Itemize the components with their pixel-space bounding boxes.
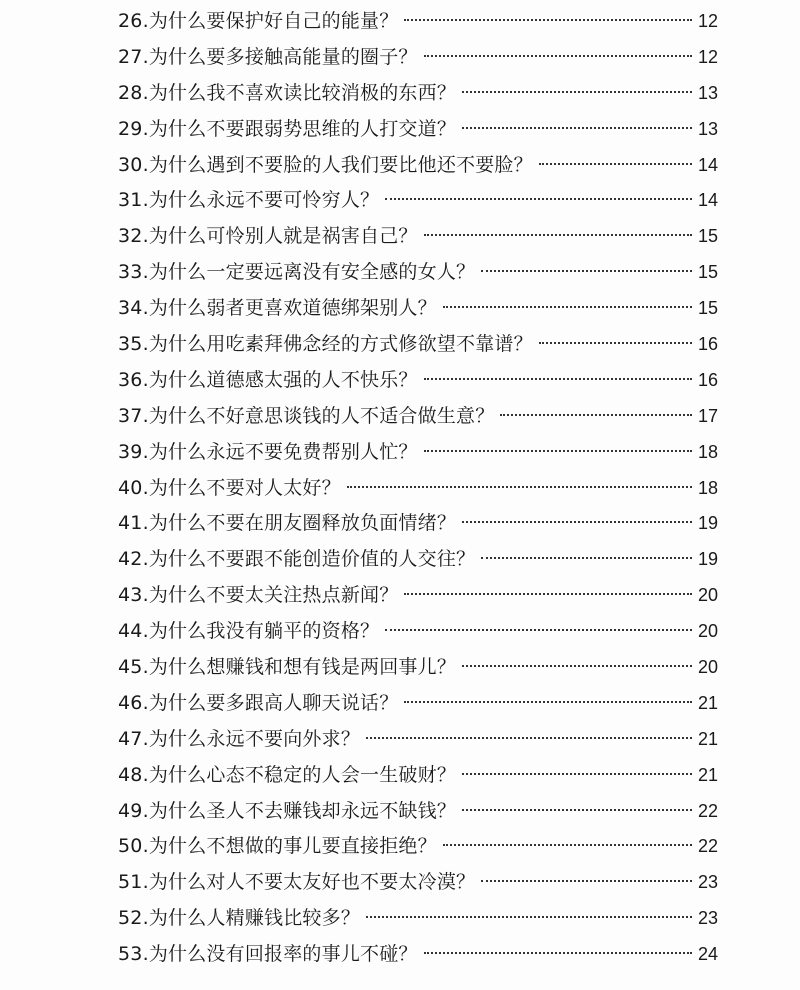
toc-entry[interactable] (118, 758, 718, 794)
toc-entry[interactable] (118, 901, 718, 937)
toc-entry-page-number: 17 (697, 405, 718, 426)
toc-entry-title: 26.为什么要保护好自己的能量？ (118, 10, 399, 32)
toc-dot-leader (481, 557, 692, 559)
toc-entry-title: 34.为什么弱者更喜欢道德绑架别人？ (118, 297, 437, 320)
toc-entry-title: 28.为什么我不喜欢读比较消极的东西？ (118, 81, 457, 104)
toc-entry-page-number: 23 (697, 872, 718, 893)
toc-entry-page-number: 18 (697, 477, 718, 498)
toc-entry-page-number: 14 (697, 154, 718, 175)
toc-dot-leader (539, 163, 692, 165)
toc-entry[interactable] (118, 650, 718, 686)
toc-entry[interactable] (118, 255, 718, 291)
toc-dot-leader (462, 521, 692, 523)
toc-dot-leader (539, 342, 692, 344)
toc-entry-title: 27.为什么要多接触高能量的圈子？ (118, 45, 418, 68)
toc-entry-title: 35.为什么用吃素拜佛念经的方式修欲望不靠谱？ (118, 333, 533, 356)
toc-dot-leader (481, 270, 692, 272)
toc-dot-leader (443, 306, 692, 308)
toc-entry-page-number: 18 (697, 441, 718, 462)
toc-entry-title: 33.为什么一定要远离没有安全感的女人？ (118, 261, 476, 284)
toc-entry[interactable] (118, 829, 718, 865)
toc-dot-leader (424, 378, 692, 380)
toc-entry[interactable] (118, 399, 718, 435)
toc-entry-title: 36.为什么道德感太强的人不快乐？ (118, 368, 418, 391)
toc-entry[interactable] (118, 471, 718, 507)
toc-entry-page-number: 21 (697, 728, 718, 749)
toc-dot-leader (462, 127, 692, 129)
toc-dot-leader (424, 55, 692, 57)
toc-entry-page-number: 15 (697, 226, 718, 247)
toc-dot-leader (404, 19, 692, 21)
toc-entry-page-number: 23 (697, 908, 718, 929)
toc-entry-page-number: 16 (697, 369, 718, 390)
toc-entry-title: 37.为什么不好意思谈钱的人不适合做生意？ (118, 404, 495, 427)
toc-entry-page-number: 14 (697, 190, 718, 211)
toc-entry[interactable] (118, 435, 718, 471)
toc-entry[interactable] (118, 578, 718, 614)
toc-entry-page-number: 22 (697, 800, 718, 821)
toc-entry-page-number: 13 (697, 118, 718, 139)
toc-entry-title: 42.为什么不要跟不能创造价值的人交往？ (118, 548, 476, 571)
toc-dot-leader (366, 916, 692, 918)
toc-entry-title: 53.为什么没有回报率的事儿不碰？ (118, 943, 418, 966)
toc-entry-title: 51.为什么对人不要太友好也不要太冷漠？ (118, 871, 476, 894)
toc-entry-page-number: 15 (697, 298, 718, 319)
toc-entry-title: 49.为什么圣人不去赚钱却永远不缺钱？ (118, 799, 457, 822)
toc-dot-leader (462, 809, 692, 811)
toc-entry-title: 45.为什么想赚钱和想有钱是两回事儿？ (118, 656, 457, 679)
toc-dot-leader (424, 952, 692, 954)
toc-entry-page-number: 21 (697, 764, 718, 785)
toc-entry-page-number: 15 (697, 262, 718, 283)
toc-entry[interactable] (118, 542, 718, 578)
toc-entry[interactable] (118, 686, 718, 722)
toc-dot-leader (462, 91, 692, 93)
toc-entry-title: 44.为什么我没有躺平的资格？ (118, 620, 380, 643)
toc-entry-page-number: 21 (697, 692, 718, 713)
toc-entry[interactable] (118, 722, 718, 758)
toc-entry[interactable] (118, 4, 718, 40)
toc-entry-page-number: 19 (697, 549, 718, 570)
toc-entry-title: 41.为什么不要在朋友圈释放负面情绪？ (118, 512, 457, 535)
toc-dot-leader (443, 844, 692, 846)
toc-dot-leader (385, 629, 692, 631)
toc-dot-leader (385, 198, 692, 200)
toc-entry-page-number: 20 (697, 621, 718, 642)
toc-entry-title: 48.为什么心态不稳定的人会一生破财？ (118, 763, 457, 786)
toc-entry-title: 50.为什么不想做的事儿要直接拒绝？ (118, 835, 437, 858)
toc-entry-title: 40.为什么不要对人太好？ (118, 476, 341, 499)
toc-entry[interactable] (118, 327, 718, 363)
toc-entry-page-number: 24 (697, 944, 718, 965)
toc-entry-page-number: 13 (697, 82, 718, 103)
toc-entry[interactable] (118, 363, 718, 399)
toc-dot-leader (481, 880, 692, 882)
toc-entry-title: 43.为什么不要太关注热点新闻？ (118, 584, 399, 607)
toc-entry-title: 52.为什么人精赚钱比较多？ (118, 907, 361, 930)
toc-entry-title: 29.为什么不要跟弱势思维的人打交道？ (118, 117, 457, 140)
toc-dot-leader (404, 701, 692, 703)
toc-entry[interactable] (118, 76, 718, 112)
toc-entry-title: 32.为什么可怜别人就是祸害自己？ (118, 225, 418, 248)
toc-entry-page-number: 20 (697, 585, 718, 606)
toc-entry[interactable] (118, 291, 718, 327)
toc-entry[interactable] (118, 794, 718, 830)
toc-dot-leader (404, 593, 692, 595)
toc-dot-leader (347, 486, 692, 488)
toc-entry-title: 39.为什么永远不要免费帮别人忙？ (118, 440, 418, 463)
toc-entry-title: 46.为什么要多跟高人聊天说话？ (118, 691, 399, 714)
toc-entry[interactable] (118, 865, 718, 901)
toc-entry-page-number: 12 (697, 11, 718, 31)
toc-entry[interactable] (118, 40, 718, 76)
toc-entry-page-number: 22 (697, 836, 718, 857)
toc-entry-title: 31.为什么永远不要可怜穷人？ (118, 189, 380, 212)
toc-entry[interactable] (118, 183, 718, 219)
toc-dot-leader (462, 665, 692, 667)
toc-entry[interactable] (118, 506, 718, 542)
toc-dot-leader (424, 450, 692, 452)
toc-entry-page-number: 20 (697, 657, 718, 678)
toc-entry-page-number: 16 (697, 334, 718, 355)
toc-entry[interactable] (118, 148, 718, 184)
toc-dot-leader (366, 737, 692, 739)
toc-entry-title: 47.为什么永远不要向外求？ (118, 727, 361, 750)
toc-dot-leader (462, 773, 692, 775)
toc-entry[interactable] (118, 614, 718, 650)
toc-entry-page-number: 19 (697, 513, 718, 534)
table-of-contents (118, 4, 718, 973)
toc-entry[interactable] (118, 937, 718, 973)
toc-entry[interactable] (118, 219, 718, 255)
toc-dot-leader (500, 414, 692, 416)
toc-dot-leader (424, 234, 692, 236)
toc-entry[interactable] (118, 112, 718, 148)
toc-entry-page-number: 12 (697, 46, 718, 67)
toc-entry-title: 30.为什么遇到不要脸的人我们要比他还不要脸？ (118, 153, 533, 176)
